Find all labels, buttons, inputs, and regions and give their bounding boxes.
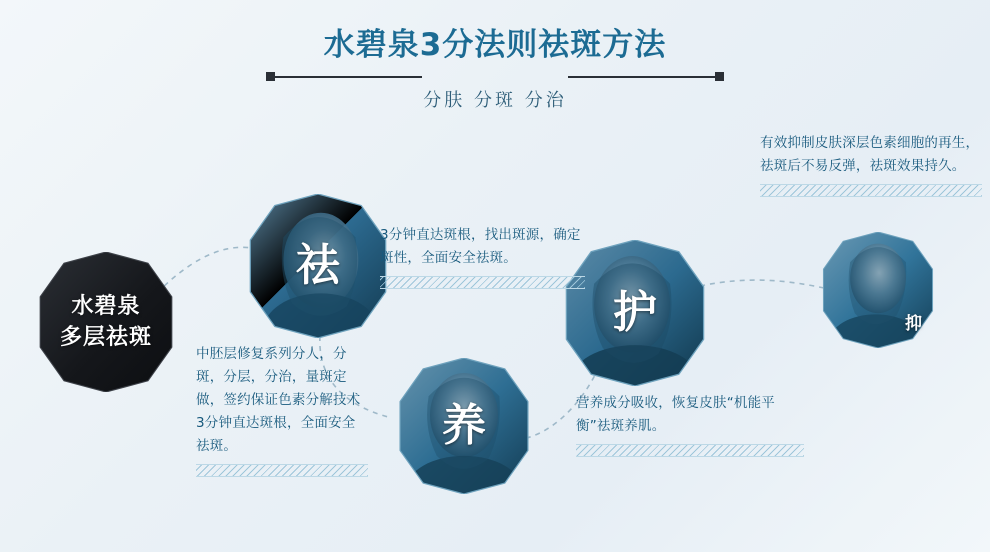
node-origin[interactable] bbox=[36, 252, 176, 392]
caption-qu bbox=[380, 224, 585, 289]
node-yi[interactable] bbox=[820, 232, 936, 348]
node-qu-glyph: 祛 bbox=[296, 240, 340, 291]
caption-zhongpeiceng-text: 中胚层修复系列分人，分斑，分层，分治，量斑定做，签约保证色素分解技术3分钟直达斑根，全面安全祛斑。 bbox=[196, 346, 361, 454]
node-yang[interactable] bbox=[396, 358, 532, 494]
caption-zhongpeiceng bbox=[196, 343, 368, 477]
caption-qu-text: 3分钟直达斑根，找出斑源，确定斑性，全面安全祛斑。 bbox=[380, 227, 581, 266]
node-yi-glyph: 抑 bbox=[905, 314, 922, 334]
caption-yingyang-text: 营养成分吸收，恢复皮肤“机能平衡”祛斑养肌。 bbox=[576, 395, 775, 434]
node-origin-label bbox=[60, 291, 152, 353]
node-yang-glyph: 养 bbox=[442, 400, 486, 451]
page-subtitle: 分肤 分斑 分治 bbox=[423, 90, 567, 111]
node-origin-line2: 多层祛斑 bbox=[59, 325, 152, 350]
caption-qu-hatch bbox=[380, 276, 585, 289]
caption-zhongpeiceng-hatch bbox=[196, 464, 368, 477]
caption-youxiao-hatch bbox=[760, 184, 982, 197]
caption-yingyang bbox=[576, 392, 804, 457]
node-hu-glyph: 护 bbox=[613, 287, 657, 338]
caption-youxiao-text: 有效抑制皮肤深层色素细胞的再生，祛斑后不易反弹，祛斑效果持久。 bbox=[760, 135, 980, 174]
caption-yingyang-hatch bbox=[576, 444, 804, 457]
node-qu[interactable] bbox=[246, 194, 390, 338]
page-title: 水碧泉3分法则祛斑方法 bbox=[323, 27, 667, 63]
caption-youxiao bbox=[760, 132, 982, 197]
node-origin-line1: 水碧泉 bbox=[71, 294, 141, 319]
